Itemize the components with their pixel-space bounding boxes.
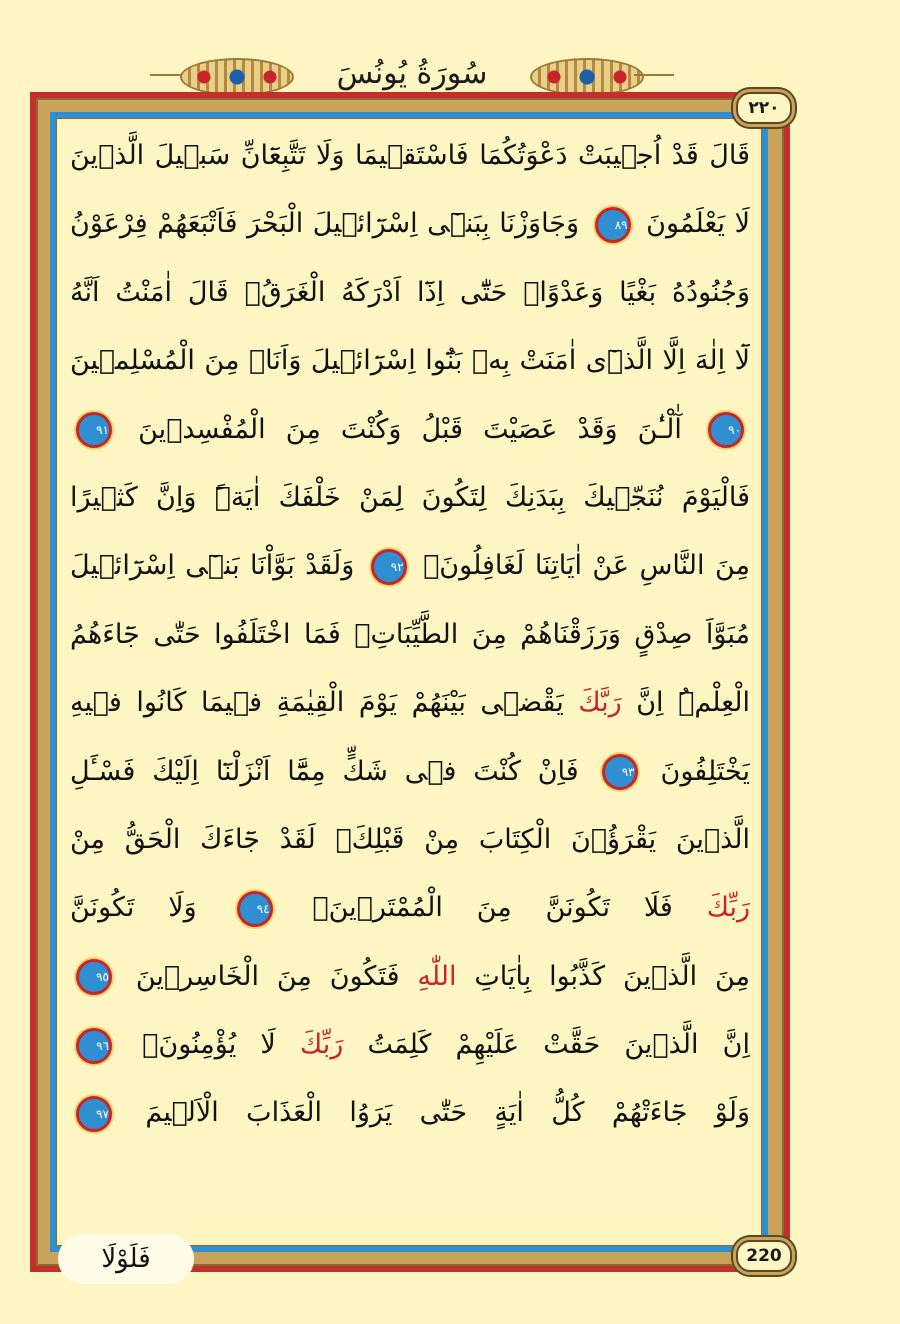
page-number-top: ٢٢٠	[736, 92, 792, 124]
verse-text: مُبَوَّاَ صِدْقٍ وَرَزَقْنَاهُمْ مِنَ الطَّيِّبَاتِۚ فَمَا اخْتَلَفُوا حَتّٰى جَٓاءَهُمُ	[70, 618, 750, 650]
ayah-number-marker: ٩١	[76, 412, 112, 448]
verse-text: لَا يَعْلَمُونَ	[646, 208, 750, 240]
verse-text: فَتَكُونَ مِنَ الْخَاسِرٖينَ	[135, 960, 400, 992]
verse-line	[70, 943, 750, 1011]
verse-line	[70, 532, 750, 600]
verse-text: مِنَ الَّذٖينَ كَذَّبُوا بِاٰيَاتِ	[456, 960, 750, 992]
verse-line	[70, 122, 750, 190]
verse-text: وَلَقَدْ بَوَّاْنَا بَنٖٓى اِسْرَٓائٖيلَ	[70, 550, 355, 582]
verse-line	[70, 396, 750, 464]
verse-text: اِنَّ الَّذٖينَ حَقَّتْ عَلَيْهِمْ كَلِمَتُ	[343, 1029, 750, 1061]
divine-name-text: رَبِّكَ	[299, 1029, 344, 1061]
floral-ornament-icon	[180, 58, 294, 96]
verse-text: وَجُنُودُهُ بَغْيًا وَعَدْوًاۜ حَتّٰٓى اِذَٓا اَدْرَكَهُ الْغَرَقُۙ قَالَ اٰمَنْتُ اَنَّهُ	[70, 276, 750, 308]
verse-text: آٰلْـٰٔنَ وَقَدْ عَصَيْتَ قَبْلُ وَكُنْتَ مِنَ الْمُفْسِدٖينَ	[138, 413, 682, 445]
verse-line	[70, 1011, 750, 1079]
verse-text: فَاِنْ كُنْتَ فٖى شَكٍّ مِمَّٓا اَنْزَلْنَٓا اِلَيْكَ فَسْـَٔلِ	[70, 755, 579, 787]
verse-text: الَّذٖينَ يَقْرَؤُ۫نَ الْكِتَابَ مِنْ قَبْلِكَۚ لَقَدْ جَٓاءَكَ الْحَقُّ مِنْ	[70, 823, 750, 855]
verse-text: وَلَوْ جَٓاءَتْهُمْ كُلُّ اٰيَةٍ حَتّٰى يَرَوُا الْعَذَابَ الْاَلٖيمَ	[145, 1097, 750, 1129]
verse-line	[70, 327, 750, 395]
verse-line	[70, 464, 750, 532]
verse-text: لَٓا اِلٰهَ اِلَّا الَّذٖٓى اٰمَنَتْ بِهٖ بَنُٓوا اِسْرَٓائٖيلَ وَاَنَا۬ مِنَ الْمُسْلِمٖينَ	[70, 345, 750, 377]
verse-line	[70, 601, 750, 669]
ayah-number-marker: ٩٧	[76, 1096, 112, 1132]
verse-text: وَجَاوَزْنَا بِبَنٖٓى اِسْرَٓائٖيلَ الْبَحْرَ فَاَتْبَعَهُمْ فِرْعَوْنُ	[70, 208, 580, 240]
verse-text: وَلَا تَكُونَنَّ	[70, 892, 197, 924]
header-rule-right	[634, 74, 674, 76]
verse-line	[70, 1079, 750, 1147]
verse-lines	[70, 122, 750, 1148]
ayah-number-marker: ٩٦	[76, 1028, 112, 1064]
verse-line	[70, 806, 750, 874]
verse-line	[70, 874, 750, 942]
verse-line	[70, 669, 750, 737]
verse-text: الْعِلْمُۜ اِنَّ	[621, 687, 750, 719]
catchword: فَلَوْلَا	[58, 1234, 194, 1284]
page-number-bottom: 220	[736, 1240, 792, 1272]
surah-title: سُورَةُ يُونُسَ	[336, 56, 488, 91]
verse-text: فَالْيَوْمَ نُنَجّٖيكَ بِبَدَنِكَ لِتَكُونَ لِمَنْ خَلْفَكَ اٰيَةًۜ وَاِنَّ كَثٖيرًا	[70, 481, 750, 513]
ayah-number-marker: ٩٢	[371, 549, 407, 585]
verse-text: مِنَ النَّاسِ عَنْ اٰيَاتِنَا لَغَافِلُونَۚ	[423, 550, 750, 582]
ayah-number-marker: ٨٩	[595, 207, 631, 243]
divine-name-text: اللّٰهِ	[417, 960, 457, 992]
verse-line	[70, 190, 750, 258]
verse-text: لَا يُؤْمِنُونَۙ	[142, 1029, 276, 1061]
verse-text: يَقْضٖى بَيْنَهُمْ يَوْمَ الْقِيٰمَةِ فٖيمَا كَانُوا فٖيهِ	[70, 687, 564, 719]
divine-name-text: رَبَّكَ	[578, 687, 622, 719]
ayah-number-marker: ٩٥	[76, 959, 112, 995]
verse-line	[70, 259, 750, 327]
floral-ornament-icon	[530, 58, 644, 96]
ayah-number-marker: ٩٣	[602, 754, 638, 790]
verse-text: يَخْتَلِفُونَ	[660, 755, 750, 787]
verse-text: فَلَا تَكُونَنَّ مِنَ الْمُمْتَرٖينَۙ	[312, 892, 673, 924]
ayah-number-marker: ٩٠	[708, 412, 744, 448]
verse-line	[70, 738, 750, 806]
verse-text: قَالَ قَدْ اُجٖيبَتْ دَعْوَتُكُمَا فَاسْتَقٖيمَا وَلَا تَتَّبِعَٓانِّ سَبٖيلَ الَّذٖينَ	[70, 140, 750, 171]
divine-name-text: رَبِّكَ	[706, 892, 750, 924]
ayah-number-marker: ٩٤	[237, 891, 273, 927]
